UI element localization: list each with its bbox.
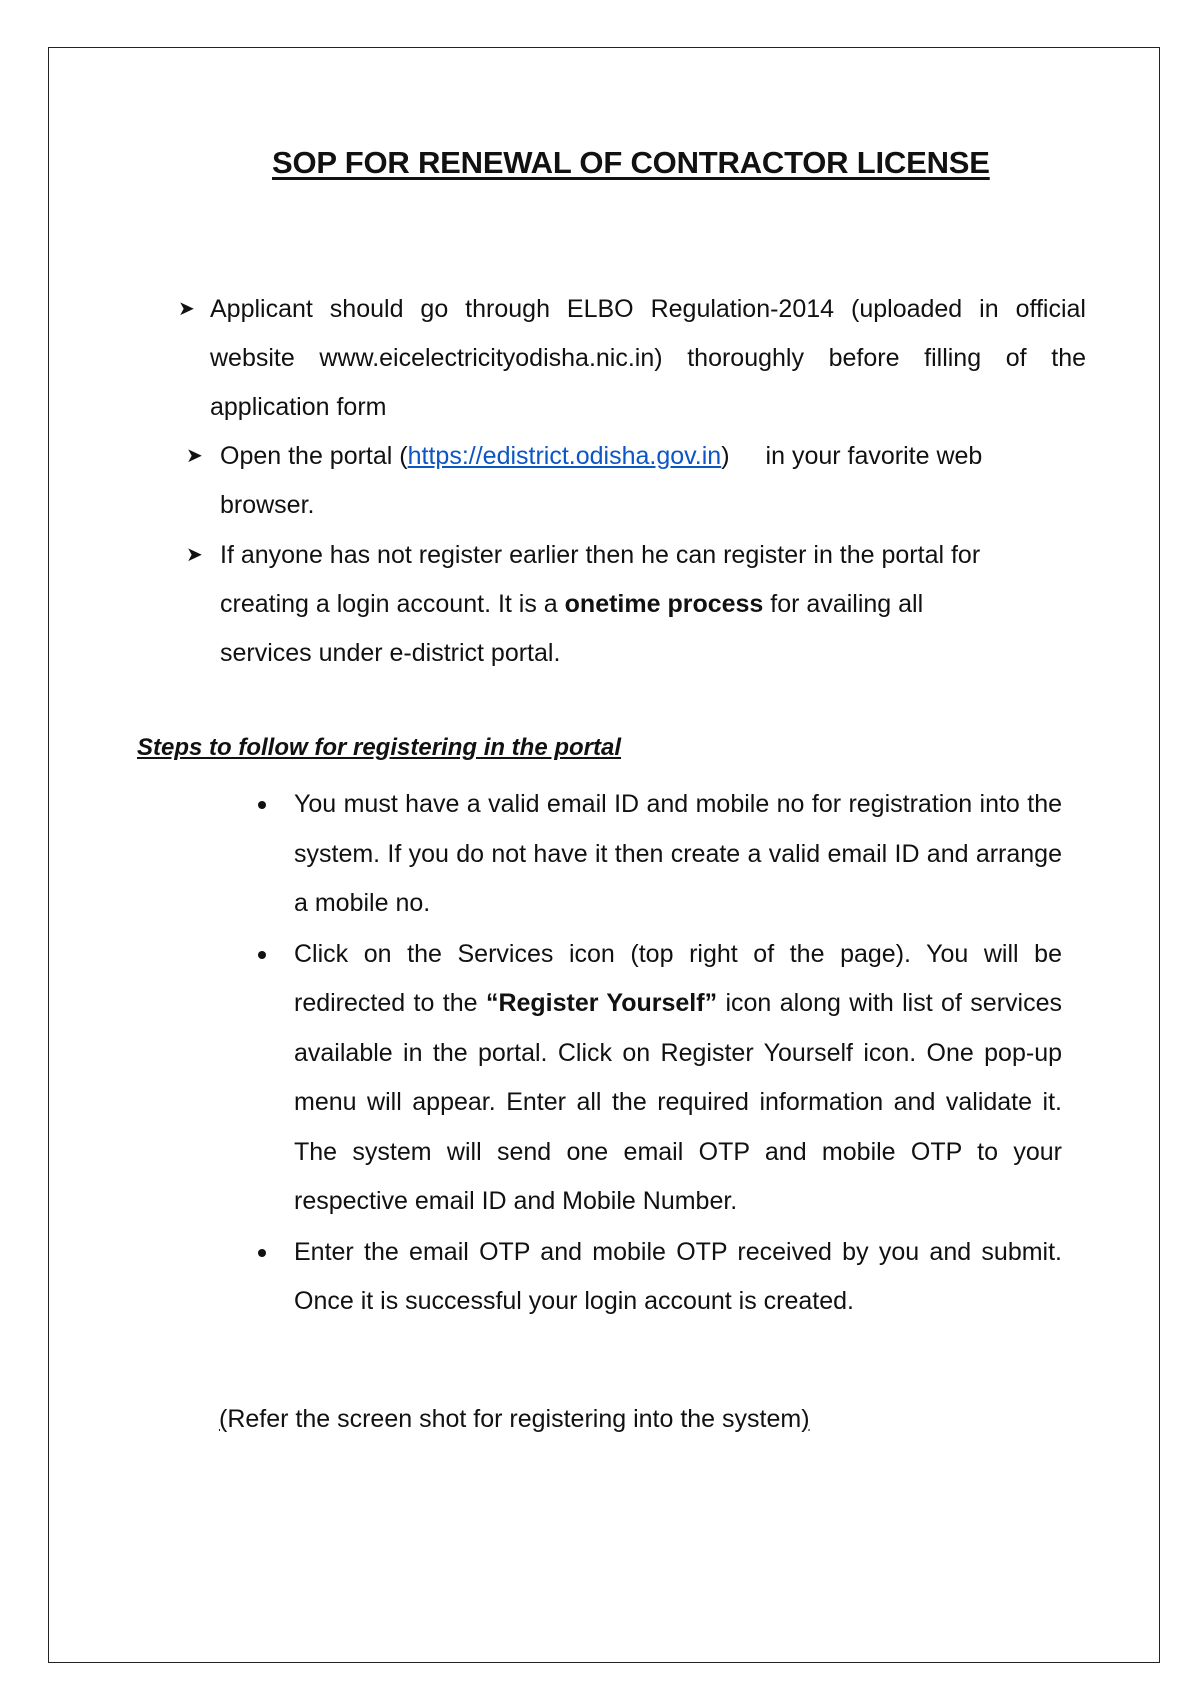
- intro-text-after: for availing all services under e-district portal.: [220, 590, 924, 667]
- step-text-after: icon along with list of services available in the portal. Click on Register Yourself icon. One pop-up menu will appear. Enter all the required information and validate it. The system will send one email OTP and mobile OTP to your respective email ID and Mobile Number.: [294, 989, 1062, 1215]
- bullet-dot-icon: [258, 801, 266, 809]
- document-title: SOP FOR RENEWAL OF CONTRACTOR LICENSE: [272, 145, 990, 180]
- arrow-bullet-icon: ➤: [186, 445, 203, 467]
- refer-close-paren: ): [801, 1405, 810, 1433]
- bullet-dot-icon: [258, 951, 266, 959]
- intro-item-register: [186, 531, 1066, 678]
- portal-link[interactable]: https://edistrict.odisha.gov.in: [407, 442, 722, 470]
- intro-text-before: Open the portal (: [220, 442, 408, 470]
- intro-item-open-portal: [186, 432, 1066, 530]
- steps-list: [258, 780, 1062, 1328]
- arrow-bullet-icon: ➤: [178, 298, 195, 320]
- refer-text: Refer the screen shot for registering into the system: [227, 1405, 802, 1433]
- onetime-process-emphasis: onetime process: [564, 590, 764, 618]
- intro-text-rest: in your favorite web browser.: [220, 442, 983, 519]
- step-item: [258, 780, 1062, 929]
- intro-item-text: [220, 531, 1000, 678]
- refer-open-paren: (: [219, 1405, 228, 1433]
- step-text: Enter the email OTP and mobile OTP received by you and submit. Once it is successful your login account is created.: [294, 1237, 1062, 1315]
- intro-text-before: If anyone has not register earlier then he can register in the portal for creating a login account. It is a: [220, 541, 981, 618]
- steps-heading: Steps to follow for registering in the portal: [137, 734, 622, 761]
- register-yourself-emphasis: “Register Yourself”: [485, 989, 718, 1017]
- refer-note: [219, 1405, 810, 1434]
- intro-text-after: ): [721, 442, 730, 470]
- intro-item-text: [220, 432, 1050, 530]
- bullet-dot-icon: [258, 1249, 266, 1257]
- step-text: You must have a valid email ID and mobile no for registration into the system. If you do not have it then create a valid email ID and arrange a mobile no.: [294, 790, 1062, 917]
- intro-item-text: Applicant should go through ELBO Regulation-2014 (uploaded in official website www.eicelectricityodisha.nic.in) thoroughly before filling of the application form: [210, 295, 1086, 421]
- arrow-bullet-icon: ➤: [186, 544, 203, 566]
- step-item: [258, 1228, 1062, 1327]
- intro-item-regulation: [178, 285, 1086, 432]
- step-item: [258, 930, 1062, 1227]
- step-text-before: Click on the Services icon (top right of the page). You will be redirected to the: [294, 939, 1062, 1017]
